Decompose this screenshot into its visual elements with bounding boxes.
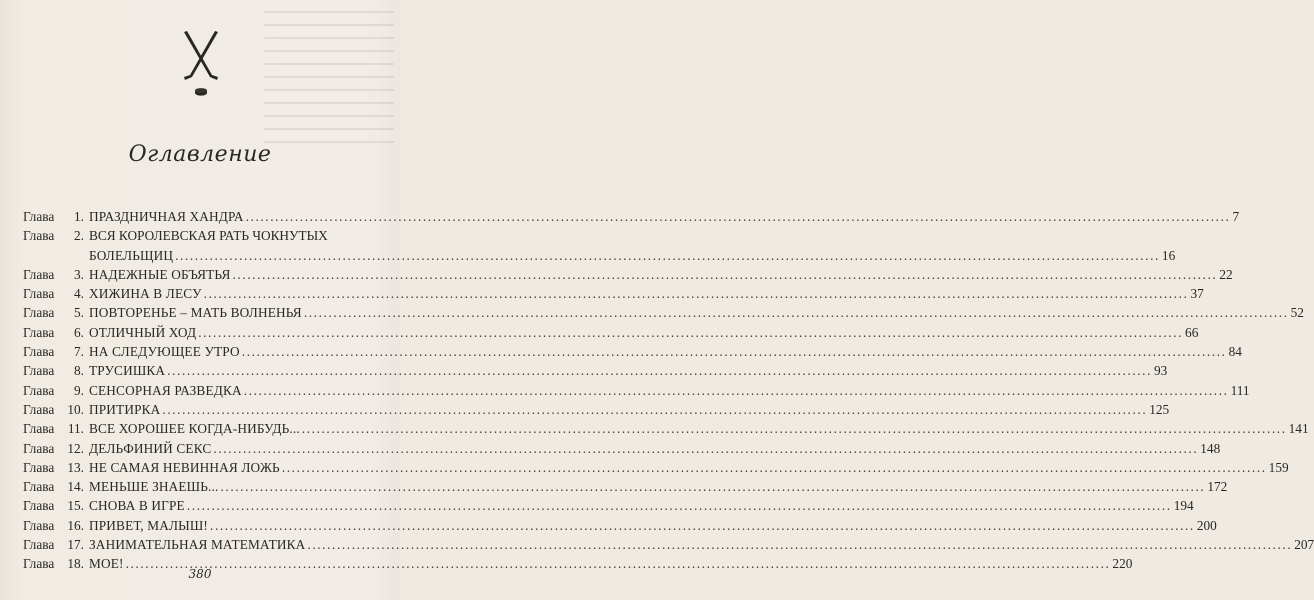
table-of-contents [23, 207, 1314, 574]
chapter-number: 10. [67, 401, 84, 417]
chapter-word: Глава [23, 266, 55, 282]
dot-leader [244, 381, 1229, 400]
dot-leader [220, 477, 1205, 496]
chapter-number: 13. [67, 459, 84, 475]
toc-entry[interactable] [23, 342, 1242, 361]
chapter-number: 2. [74, 228, 84, 244]
dot-leader [162, 400, 1147, 419]
chapter-title: ДЕЛЬФИНИЙ СЕКС [89, 440, 212, 456]
chapter-word: Глава [23, 228, 55, 244]
dot-leader [187, 496, 1172, 515]
toc-entry[interactable] [23, 496, 1194, 515]
toc-entry[interactable] [23, 226, 1176, 265]
chapter-title: МЕНЬШЕ ЗНАЕШЬ... [89, 479, 219, 495]
page-number: 148 [1200, 440, 1221, 456]
chapter-word: Глава [23, 305, 55, 321]
chapter-title: ТРУСИШКА [89, 363, 166, 379]
page-number: 52 [1290, 305, 1304, 321]
page-number: 125 [1149, 401, 1170, 417]
page-number: 84 [1228, 344, 1242, 360]
dot-leader [210, 516, 1195, 535]
page-number: 111 [1230, 382, 1250, 398]
toc-entry[interactable] [23, 303, 1304, 322]
chapter-title: ПОВТОРЕНЬЕ – МАТЬ ВОЛНЕНЬЯ [89, 305, 302, 321]
chapter-number: 3. [74, 266, 84, 282]
chapter-number: 9. [74, 382, 84, 398]
chapter-number: 4. [74, 286, 84, 302]
chapter-number: 16. [67, 517, 84, 533]
chapter-word: Глава [23, 286, 55, 302]
chapter-word: Глава [23, 440, 55, 456]
page-number: 66 [1185, 324, 1199, 340]
chapter-number: 1. [74, 209, 84, 224]
toc-entry[interactable] [23, 207, 1240, 226]
toc-entry[interactable] [23, 516, 1217, 535]
toc-entry[interactable] [23, 535, 1314, 554]
toc-entry[interactable] [23, 477, 1228, 496]
page-title: Оглавление [128, 142, 272, 167]
chapter-word: Глава [23, 556, 55, 572]
dot-leader [307, 535, 1292, 554]
dot-leader [175, 246, 1160, 265]
chapter-title: ВСЯ КОРОЛЕВСКАЯ РАТЬ ЧОКНУТЫХ [89, 228, 328, 244]
folio-page-number: 380 [188, 567, 212, 581]
toc-entry[interactable] [23, 400, 1170, 419]
chapter-number: 11. [67, 421, 84, 437]
chapter-title: СЕНСОРНАЯ РАЗВЕДКА [89, 382, 242, 398]
dot-leader [167, 361, 1152, 380]
chapter-title: ХИЖИНА В ЛЕСУ [89, 286, 202, 302]
page-number: 220 [1112, 556, 1133, 572]
chapter-title: ПРИВЕТ, МАЛЫШ! [89, 517, 209, 533]
dot-leader [198, 323, 1183, 342]
page-number: 207 [1294, 537, 1314, 553]
chapter-number: 12. [67, 440, 84, 456]
chapter-word: Глава [23, 459, 55, 475]
toc-entry[interactable] [23, 458, 1289, 477]
page-number: 159 [1268, 459, 1289, 475]
chapter-word: Глава [23, 344, 55, 360]
chapter-title: СНОВА В ИГРЕ [89, 498, 185, 514]
page-number: 22 [1219, 266, 1233, 282]
chapter-title: ЗАНИМАТЕЛЬНАЯ МАТЕМАТИКА [89, 537, 306, 553]
dot-leader [232, 265, 1217, 284]
toc-entry[interactable] [23, 361, 1168, 380]
chapter-word: Глава [23, 498, 55, 514]
dot-leader [204, 284, 1189, 303]
dot-leader [304, 303, 1289, 322]
toc-entry[interactable] [23, 284, 1204, 303]
page-number: 16 [1161, 247, 1176, 263]
chapter-number: 8. [74, 363, 84, 379]
chapter-title: МОЕ! [89, 556, 124, 572]
crossed-hockey-sticks-and-puck-icon [181, 30, 221, 100]
chapter-word: Глава [23, 382, 55, 398]
chapter-title: НЕ САМАЯ НЕВИННАЯ ЛОЖЬ [89, 459, 280, 475]
chapter-word: Глава [23, 479, 55, 495]
page-number: 172 [1207, 479, 1228, 495]
chapter-title: ПРИТИРКА [89, 401, 161, 417]
chapter-number: 18. [67, 556, 84, 572]
chapter-number: 15. [67, 498, 84, 514]
dot-leader [242, 342, 1227, 361]
dot-leader [246, 207, 1231, 226]
chapter-word: Глава [23, 363, 55, 379]
toc-entry[interactable] [23, 323, 1199, 342]
chapter-number: 7. [74, 344, 84, 360]
chapter-word: Глава [23, 537, 55, 553]
chapter-title-continued: БОЛЕЛЬЩИЦ [89, 247, 174, 263]
toc-entry[interactable] [23, 419, 1309, 438]
page-number: 141 [1288, 421, 1309, 437]
chapter-number: 14. [67, 479, 84, 495]
dot-leader [213, 439, 1198, 458]
chapter-word: Глава [23, 401, 55, 417]
dot-leader [282, 458, 1267, 477]
chapter-title: ПРАЗДНИЧНАЯ ХАНДРА [89, 209, 244, 224]
chapter-title: ОТЛИЧНЫЙ ХОД [89, 324, 197, 340]
toc-entry[interactable] [23, 439, 1221, 458]
chapter-word: Глава [23, 421, 55, 437]
chapter-number: 6. [74, 324, 84, 340]
page-number: 7 [1232, 209, 1240, 224]
show-through-text [264, 0, 394, 150]
page-number: 200 [1196, 517, 1217, 533]
chapter-number: 17. [67, 537, 84, 553]
page-number: 37 [1190, 286, 1204, 302]
toc-entry[interactable] [23, 265, 1233, 284]
dot-leader [302, 419, 1287, 438]
page-number: 93 [1154, 363, 1168, 379]
page-number: 194 [1173, 498, 1194, 514]
chapter-word: Глава [23, 517, 55, 533]
chapter-number: 5. [74, 305, 84, 321]
chapter-word: Глава [23, 209, 55, 224]
chapter-title: НА СЛЕДУЮЩЕЕ УТРО [89, 344, 240, 360]
chapter-title: НАДЕЖНЫЕ ОБЪЯТЬЯ [89, 266, 231, 282]
chapter-word: Глава [23, 324, 55, 340]
toc-entry[interactable] [23, 381, 1250, 400]
chapter-title: ВСЕ ХОРОШЕЕ КОГДА-НИБУДЬ... [89, 421, 300, 437]
